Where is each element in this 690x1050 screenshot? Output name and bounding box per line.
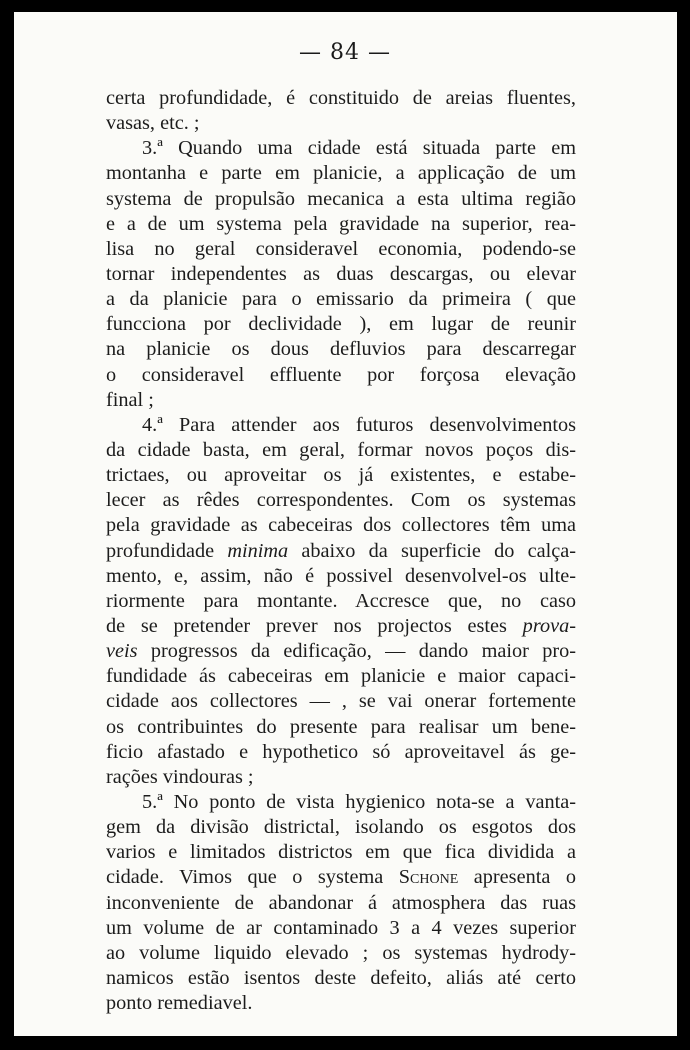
text-line: rações vindouras ; bbox=[106, 765, 254, 788]
text-line: ponto remediavel. bbox=[106, 992, 253, 1015]
text-line: montanha e parte em planicie, a applicação de um bbox=[106, 162, 576, 185]
italic-term: veis bbox=[106, 640, 138, 663]
text-line: de se pretender prever nos projectos estes prova- bbox=[106, 614, 576, 637]
text-line: vasas, etc. ; bbox=[106, 112, 200, 135]
paragraph-p3 bbox=[106, 136, 576, 413]
text-line: 5.ª No ponto de vista hygienico nota-se a vanta- bbox=[142, 790, 576, 813]
italic-term: minima bbox=[227, 539, 289, 562]
paragraph-p4 bbox=[106, 413, 576, 790]
text-line: 4.ª Para attender aos futuros desenvolvimentos bbox=[142, 413, 576, 436]
text-line: varios e limitados districtos em que fica dividida a bbox=[106, 841, 576, 864]
text-line: riormente para montante. Accresce que, no caso bbox=[106, 589, 576, 612]
text-line: pela gravidade as cabeceiras dos collectores têm uma bbox=[106, 514, 576, 537]
page-number: — 84 — bbox=[299, 40, 391, 65]
text-line: lisa no geral consideravel economia, podendo-se bbox=[106, 237, 576, 260]
text-line: lecer as rêdes correspondentes. Com os systemas bbox=[106, 489, 576, 512]
small-caps-name: Schone bbox=[398, 866, 459, 889]
text-line: certa profundidade, é constituido de areias fluentes, bbox=[106, 87, 576, 109]
text-line: e a de um systema pela gravidade na superior, rea- bbox=[106, 212, 576, 235]
text-line: cidade aos collectores — , se vai onerar fortemente bbox=[106, 690, 576, 713]
text-line: da cidade basta, em geral, formar novos poços dis- bbox=[106, 438, 576, 461]
text-line: trictaes, ou aproveitar os já existentes, e estabe- bbox=[106, 464, 576, 487]
text-line: os contribuintes do presente para realisar um bene- bbox=[106, 715, 576, 738]
text-line: profundidade minima abaixo da superficie do calça- bbox=[106, 539, 576, 562]
text-line: namicos estão isentos deste defeito, aliás até certo bbox=[106, 966, 576, 989]
text-line: tornar independentes as duas descargas, ou elevar bbox=[106, 262, 576, 285]
text-line: veis progressos da edificação, — dando maior pro- bbox=[106, 640, 576, 663]
text-line: a da planicie para o emissario da primeira ( que bbox=[106, 288, 576, 311]
text-line: ao volume liquido elevado ; os systemas hydrody- bbox=[106, 941, 576, 964]
text-line: na planicie os dous defluvios para descarregar bbox=[106, 338, 576, 361]
text-line: final ; bbox=[106, 388, 154, 411]
text-line: gem da divisão districtal, isolando os esgotos dos bbox=[106, 816, 576, 839]
text-line: um volume de ar contaminado 3 a 4 vezes superior bbox=[106, 916, 576, 939]
text-line: o consideravel effluente por forçosa elevação bbox=[106, 363, 576, 386]
text-line: fundidade ás cabeceiras em planicie e maior capaci- bbox=[106, 665, 576, 688]
paragraph-p5 bbox=[106, 790, 576, 1016]
body-text bbox=[106, 86, 576, 1016]
text-line: funcciona por declividade ), em lugar de reunir bbox=[106, 313, 576, 336]
text-line: 3.ª Quando uma cidade está situada parte em bbox=[142, 137, 576, 160]
paragraph-p0 bbox=[106, 86, 576, 136]
italic-term: prova- bbox=[522, 614, 576, 637]
text-line: ficio afastado e hypothetico só aproveitavel ás ge- bbox=[106, 740, 576, 763]
text-line: cidade. Vimos que o systema Schone apresenta o bbox=[106, 866, 576, 889]
text-line: mento, e, assim, não é possivel desenvolvel-os ulte- bbox=[106, 564, 576, 587]
text-line: systema de propulsão mecanica a esta ultima região bbox=[106, 187, 576, 210]
text-line: inconveniente de abandonar á atmosphera das ruas bbox=[106, 891, 576, 914]
